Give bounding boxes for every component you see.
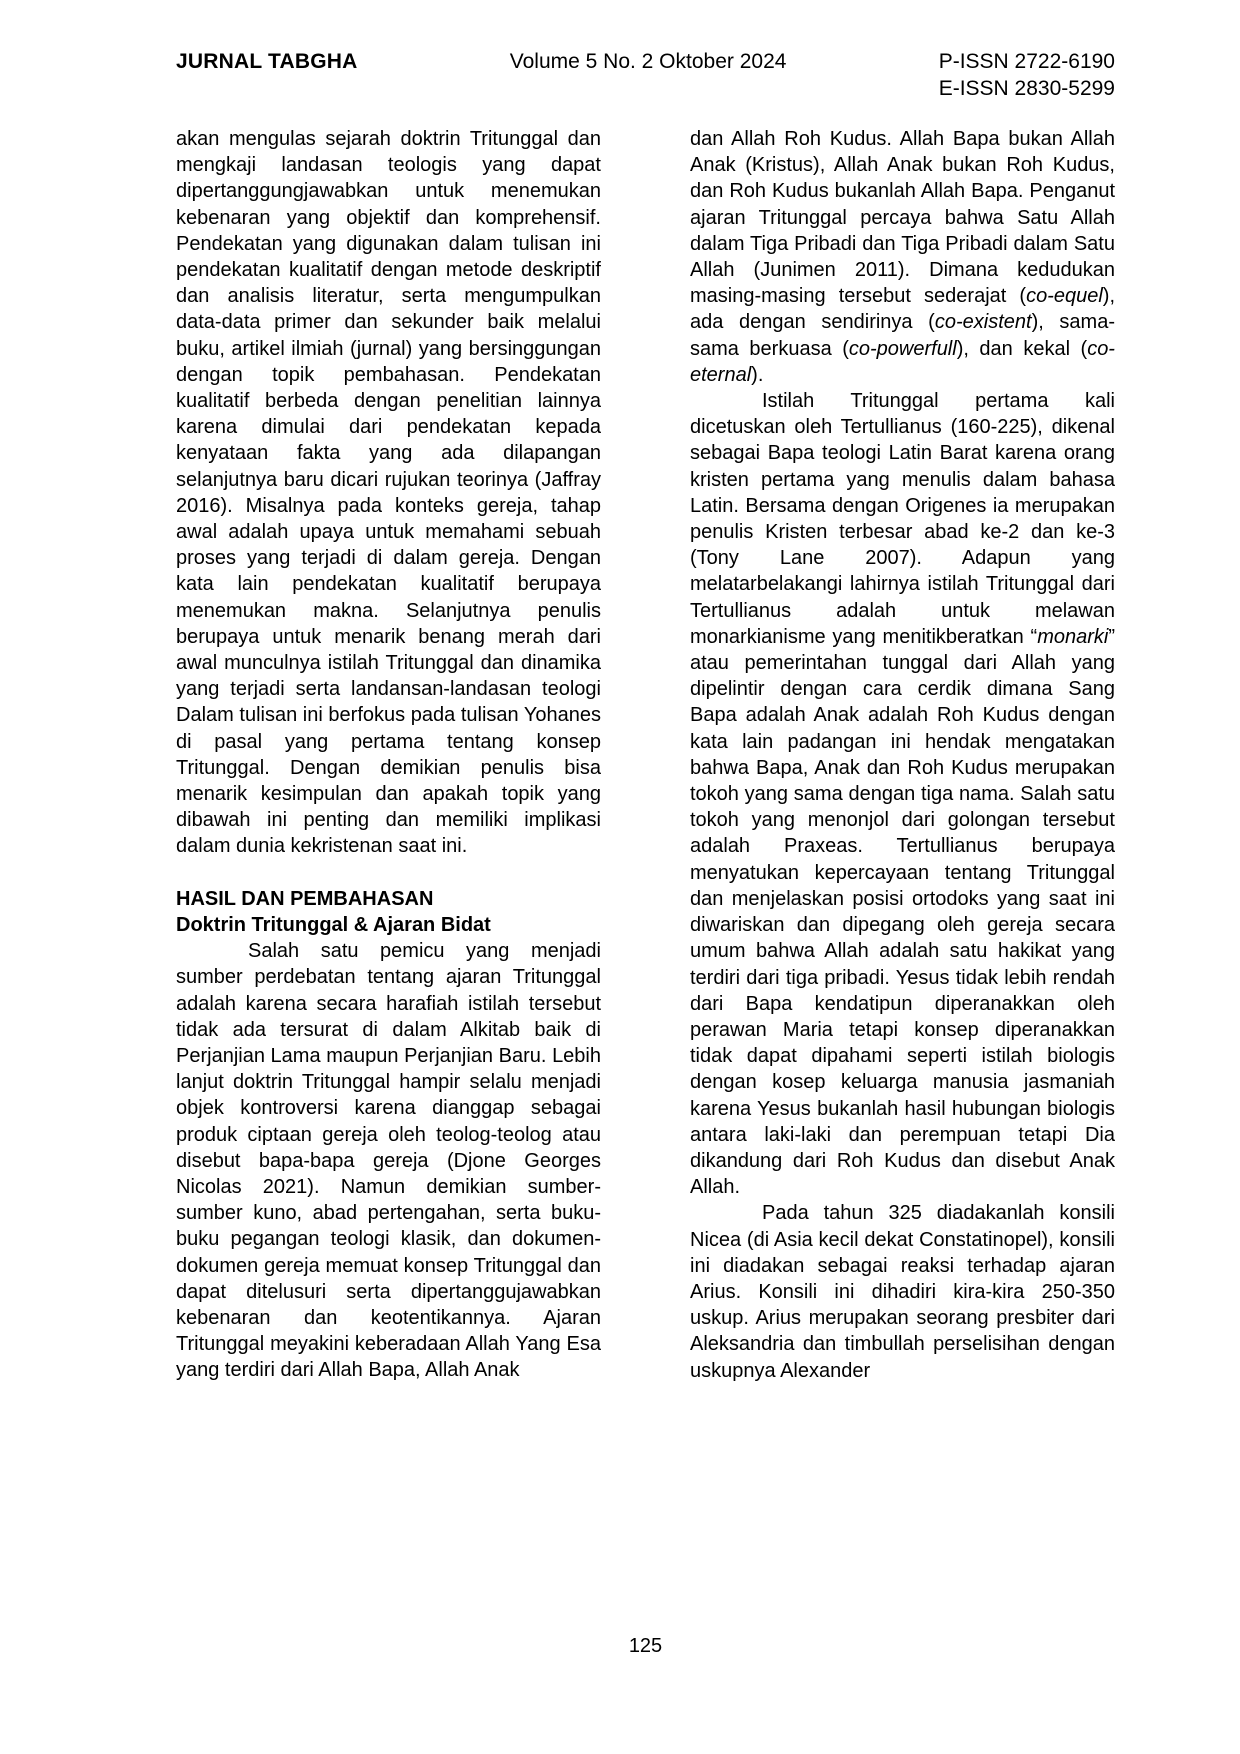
page-header [176,48,1115,102]
left-column [176,126,601,1384]
issn-block [939,48,1115,102]
text-run: akan mengulas sejarah doktrin Tritunggal dan mengkaji landasan teologis yang dapat dipertanggungjawabkan untuk menemukan kebenaran yang objektif dan komprehensif. Pendekatan yang digunakan dalam tulisan ini pendekatan kualitatif dengan metode deskriptif dan analisis literatur, serta mengumpulkan data-data primer dan sekunder baik melalui buku, artikel ilmiah (jurnal) yang bersinggungan dengan topik pembahasan. Pendekatan kualitatif berbeda dengan penelitian lainnya karena dimulai dari pendekatan kepada kenyataan fakta yang ada dilapangan selanjutnya baru dicari rujukan teorinya (Jaffray 2016). Misalnya pada konteks gereja, tahap awal adalah upaya untuk memahami sebuah proses yang terjadi di dalam gereja. Dengan kata lain pendekatan kualitatif berupaya menemukan makna. Selanjutnya penulis berupaya untuk menarik benang merah dari awal munculnya istilah Tritunggal dan dinamika yang terjadi serta landansan-landasan teologi Dalam tulisan ini berfokus pada tulisan Yohanes di pasal yang pertama tentang konsep Tritunggal. Dengan demikian penulis bisa menarik kesimpulan dan apakah topik yang dibawah ini penting dan memiliki implikasi dalam dunia kekristenan saat ini. [176,128,601,858]
right-column [690,126,1115,1384]
text-run: ). [751,363,764,386]
italic-term: co-equel [1026,285,1103,308]
paragraph-methodology [176,126,601,860]
text-run: ), ada dengan sendirinya ( [690,285,1115,334]
journal-title: JURNAL TABGHA [176,50,358,73]
article-body [176,126,1115,1384]
italic-term: co-existent [934,311,1032,334]
page-footer [176,1633,1115,1659]
volume-info: Volume 5 No. 2 Oktober 2024 [509,50,787,73]
section-heading-hasil-dan-pembahasan: HASIL DAN PEMBAHASAN [176,887,434,910]
text-run: Salah satu pemicu yang menjadi sumber perdebatan tentang ajaran Tritunggal adalah karena secara harafiah istilah tersebut tidak ada tersurat di dalam Alkitab baik di Perjanjian Lama maupun Perjanjian Baru. Lebih lanjut doktrin Tritunggal hampir selalu menjadi objek kontroversi karena dianggap sebagai produk ciptaan gereja oleh teolog-teolog atau disebut bapa-bapa gereja (Djone Georges Nicolas 2021). Namun demikian sumber-sumber kuno, abad pertengahan, serta buku-buku pegangan teologi klasik, dan dokumen-dokumen gereja memuat konsep Tritunggal dan dapat ditelusuri serta dipertanggujawabkan kebenaran dan keotentikannya. Ajaran Tritunggal meyakini keberadaan Allah Yang Esa yang terdiri dari Allah Bapa, Allah Anak [176,940,601,1382]
text-run: ” atau pemerintahan tunggal dari Allah yang dipelintir dengan cara cerdik dimana Sang Bapa adalah Anak adalah Roh Kudus dengan kata lain padangan ini hendak mengatakan bahwa Bapa, Anak dan Roh Kudus merupakan tokoh yang sama dengan tiga nama. Salah satu tokoh yang menonjol dari golongan tersebut adalah Praxeas. Tertullianus berupaya menyatukan kepercayaan tentang Tritunggal dan menjelaskan posisi ortodoks yang saat ini diwariskan dan dipegang oleh gereja secara umum bahwa Allah adalah satu hakikat yang terdiri dari tiga pribadi. Yesus tidak lebih rendah dari Bapa kendatipun diperanakkan oleh perawan Maria tetapi konsep diperanakkan tidak dapat dipahami seperti istilah biologis dengan kosep keluarga manusia jasmaniah karena Yesus bukanlah hasil hubungan biologis antara laki-laki dan perempuan tetapi Dia dikandung dari Roh Kudus dan disebut Anak Allah. [690,625,1115,1199]
paragraph-trinity-persons [690,126,1115,388]
paragraph-nicea-council [690,1200,1115,1383]
italic-term: co-eternal [690,337,1115,386]
text-run: Pada tahun 325 diadakanlah konsili Nicea (di Asia kecil dekat Constatinopel), konsili ini diadakan sebagai reaksi terhadap ajaran Arius. Konsili ini dihadiri kira-kira 250-350 uskup. Arius merupakan seorang presbiter dari Aleksandria dan timbullah perselisihan dengan uskupnya Alexander [690,1202,1115,1382]
italic-term: co-powerfull [848,337,957,360]
text-run: ), dan kekal ( [956,337,1088,360]
subsection-heading-doktrin-tritunggal: Doktrin Tritunggal & Ajaran Bidat [176,913,491,936]
italic-term: monarki [1037,625,1109,648]
paragraph-trinity-debate [176,938,601,1383]
text-run: Istilah Tritunggal pertama kali dicetuskan oleh Tertullianus (160-225), dikenal sebagai Bapa teologi Latin Barat karena orang kristen pertama yang menulis dalam bahasa Latin. Bersama dengan Origenes ia merupakan penulis Kristen terbesar abad ke-2 dan ke-3 (Tony Lane 2007). Adapun yang melatarbelakangi lahirnya istilah Tritunggal dari Tertullianus adalah untuk melawan monarkianisme yang menitikberatkan “ [690,390,1115,648]
page-number: 125 [628,1635,663,1657]
text-run: ), sama-sama berkuasa ( [690,311,1115,360]
text-run: dan Allah Roh Kudus. Allah Bapa bukan Allah Anak (Kristus), Allah Anak bukan Roh Kudus, dan Roh Kudus bukanlah Allah Bapa. Penganut ajaran Tritunggal percaya bahwa Satu Allah dalam Tiga Pribadi dan Tiga Pribadi dalam Satu Allah (Junimen 2011). Dimana kedudukan masing-masing tersebut sederajat ( [690,128,1115,308]
e-issn: E-ISSN 2830-5299 [938,77,1115,100]
paragraph-tertullianus [690,388,1115,1200]
p-issn: P-ISSN 2722-6190 [938,50,1115,73]
